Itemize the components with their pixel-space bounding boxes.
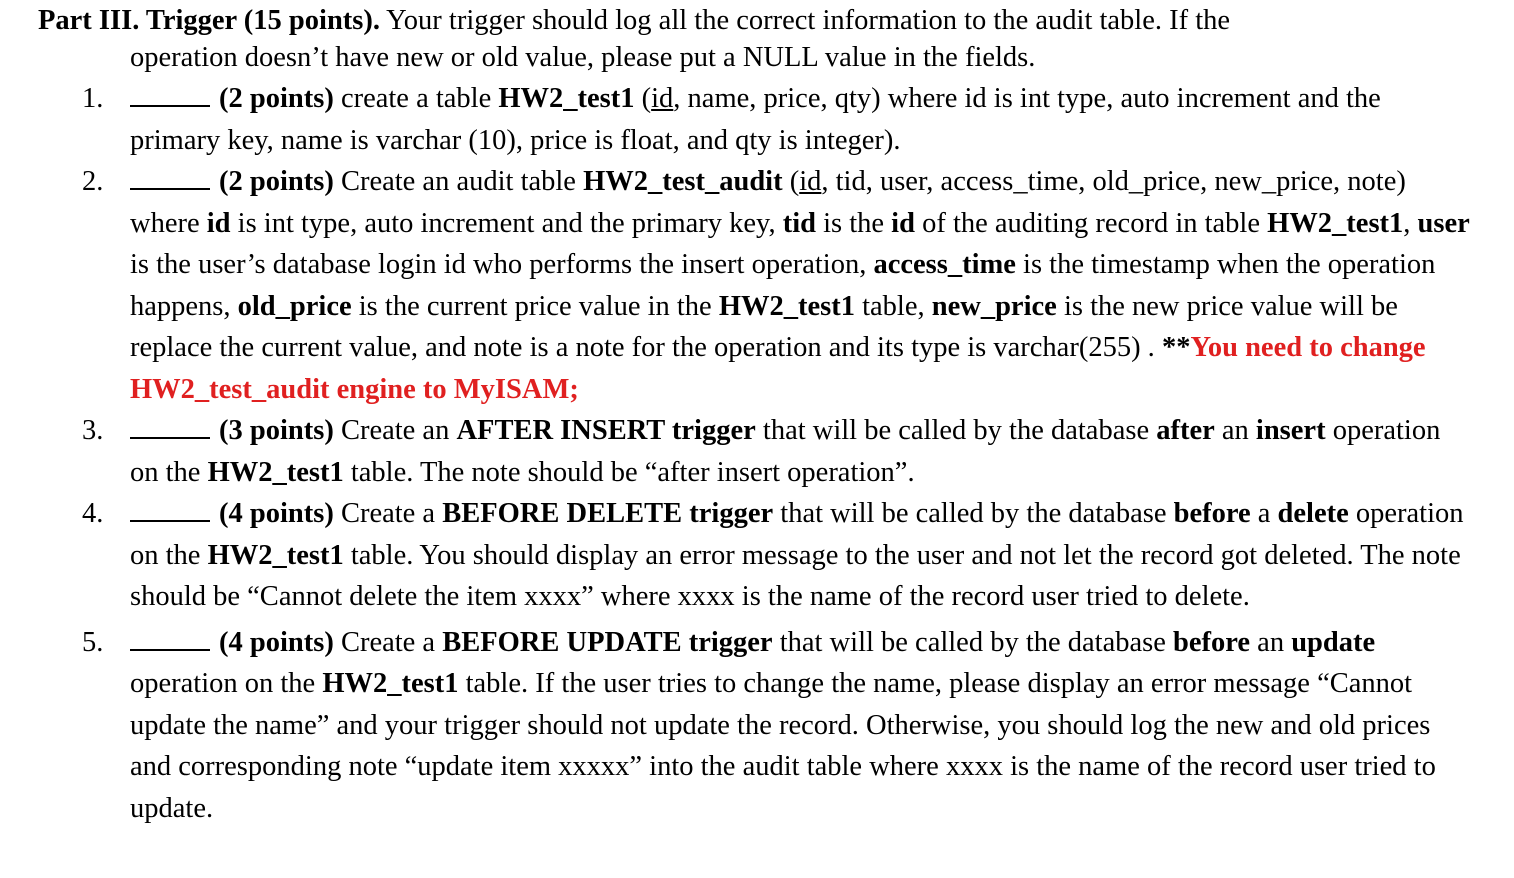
item-text: , name, price, qty) where id is int type, auto increment and the primary key, name is varchar (10), price is float, and qty is integer). (130, 83, 1381, 156)
header-line-2: operation doesn’t have new or old value, please put a NULL value in the fields. (130, 42, 1036, 73)
item-number: 3. (82, 415, 104, 446)
item-text: table. The note should be “after insert operation”. (343, 456, 915, 488)
bold-term: BEFORE DELETE trigger (442, 498, 774, 529)
item-text: is int type, auto increment and the primary key, (230, 207, 783, 239)
answer-blank (130, 415, 210, 439)
bold-term: new_price (931, 290, 1057, 322)
item-text: of the auditing record in table (914, 207, 1268, 239)
primary-key-field: id (799, 166, 822, 197)
question-item-1 (0, 78, 1470, 161)
item-text: a (1250, 498, 1278, 529)
item-text: Create an (333, 415, 457, 446)
item-number: 1. (82, 83, 104, 114)
answer-blank (130, 83, 210, 107)
bold-term: HW2_test1 (207, 456, 344, 488)
bold-term: user (1417, 207, 1470, 239)
table-name: HW2_test1 (498, 83, 635, 114)
bold-term: AFTER INSERT trigger (456, 415, 756, 446)
bold-term: id (891, 207, 915, 239)
question-item-3 (0, 410, 1470, 493)
bold-term: after (1156, 415, 1215, 446)
bold-term: BEFORE UPDATE trigger (442, 626, 773, 658)
points-label: (2 points) (219, 166, 334, 197)
bold-term: id (206, 207, 231, 239)
item-text: is the user’s database login id who performs the insert operation, (130, 249, 874, 280)
item-text: operation on the (130, 498, 1464, 571)
primary-key-field: id (651, 83, 674, 114)
item-text: , (1403, 207, 1418, 239)
item-text: ( (634, 83, 652, 114)
item-text: table, (854, 290, 932, 322)
bold-term: update (1291, 626, 1376, 658)
bold-term: ** (1161, 332, 1191, 363)
bold-term: HW2_test1 (322, 668, 459, 699)
bold-term: delete (1277, 498, 1349, 529)
item-text: table. If the user tries to change the name, please display an error message “Cannot update the name” and your trigger should not update the record. Otherwise, you should log the new and old prices and corresponding note “update item xxxxx” into the audit table where xxxx is the name of the record user tried to update. (130, 668, 1436, 824)
bold-term: access_time (873, 249, 1016, 280)
bold-term: HW2_test1 (1267, 207, 1404, 239)
item-text: operation on the (130, 668, 323, 699)
item-text: create a table (333, 83, 499, 114)
item-text: is the (815, 207, 892, 239)
header-line-1 (38, 2, 1478, 39)
item-text: Create an audit table (333, 166, 584, 197)
points-label: (3 points) (219, 415, 334, 446)
question-list (0, 78, 1514, 829)
question-item-2 (0, 161, 1470, 410)
bold-term: HW2_test1 (207, 539, 344, 571)
points-label: (2 points) (219, 83, 334, 114)
table-name: HW2_test_audit (583, 166, 783, 197)
section-title: Part III. Trigger (15 points). (38, 5, 380, 36)
item-text: an (1250, 626, 1292, 658)
question-item-4 (0, 493, 1470, 618)
header-intro: Your trigger should log all the correct information to the audit table. If the (380, 5, 1231, 36)
question-item-5 (0, 622, 1470, 830)
bold-term: insert (1255, 415, 1326, 446)
answer-blank (130, 166, 210, 190)
warning-note: You need to change HW2_test_audit engine to MyISAM; (130, 332, 1426, 405)
answer-blank (130, 498, 210, 522)
item-text: that will be called by the database (773, 498, 1174, 529)
item-text: , tid, user, access_time, old_price, new_price, note) where (130, 166, 1406, 239)
answer-blank (130, 627, 210, 651)
item-text: that will be called by the database (772, 626, 1174, 658)
item-number: 5. (82, 626, 104, 658)
bold-term: HW2_test1 (718, 290, 855, 322)
bold-term: old_price (237, 290, 352, 322)
bold-term: before (1173, 626, 1251, 658)
item-text: is the timestamp when the operation happens, (130, 249, 1436, 322)
points-label: (4 points) (219, 626, 334, 658)
item-text: table. You should display an error message to the user and not let the record got deleted. The note should be “Cannot delete the item xxxx” where xxxx is the name of the record user tried to delete. (130, 539, 1461, 612)
item-text: Create a (333, 626, 443, 658)
item-text: Create a (333, 498, 443, 529)
item-text: ( (782, 166, 800, 197)
item-text: is the new price value will be replace the current value, and note is a note for the operation and its type is varchar(255) . (130, 290, 1398, 363)
section-header (38, 2, 1478, 76)
item-number: 4. (82, 498, 104, 529)
item-text: that will be called by the database (755, 415, 1157, 446)
item-text: an (1214, 415, 1256, 446)
bold-term: before (1173, 498, 1251, 529)
bold-term: tid (782, 207, 816, 239)
points-label: (4 points) (219, 498, 334, 529)
item-number: 2. (82, 166, 104, 197)
item-text: is the current price value in the (351, 290, 719, 322)
item-text: operation on the (130, 415, 1441, 488)
